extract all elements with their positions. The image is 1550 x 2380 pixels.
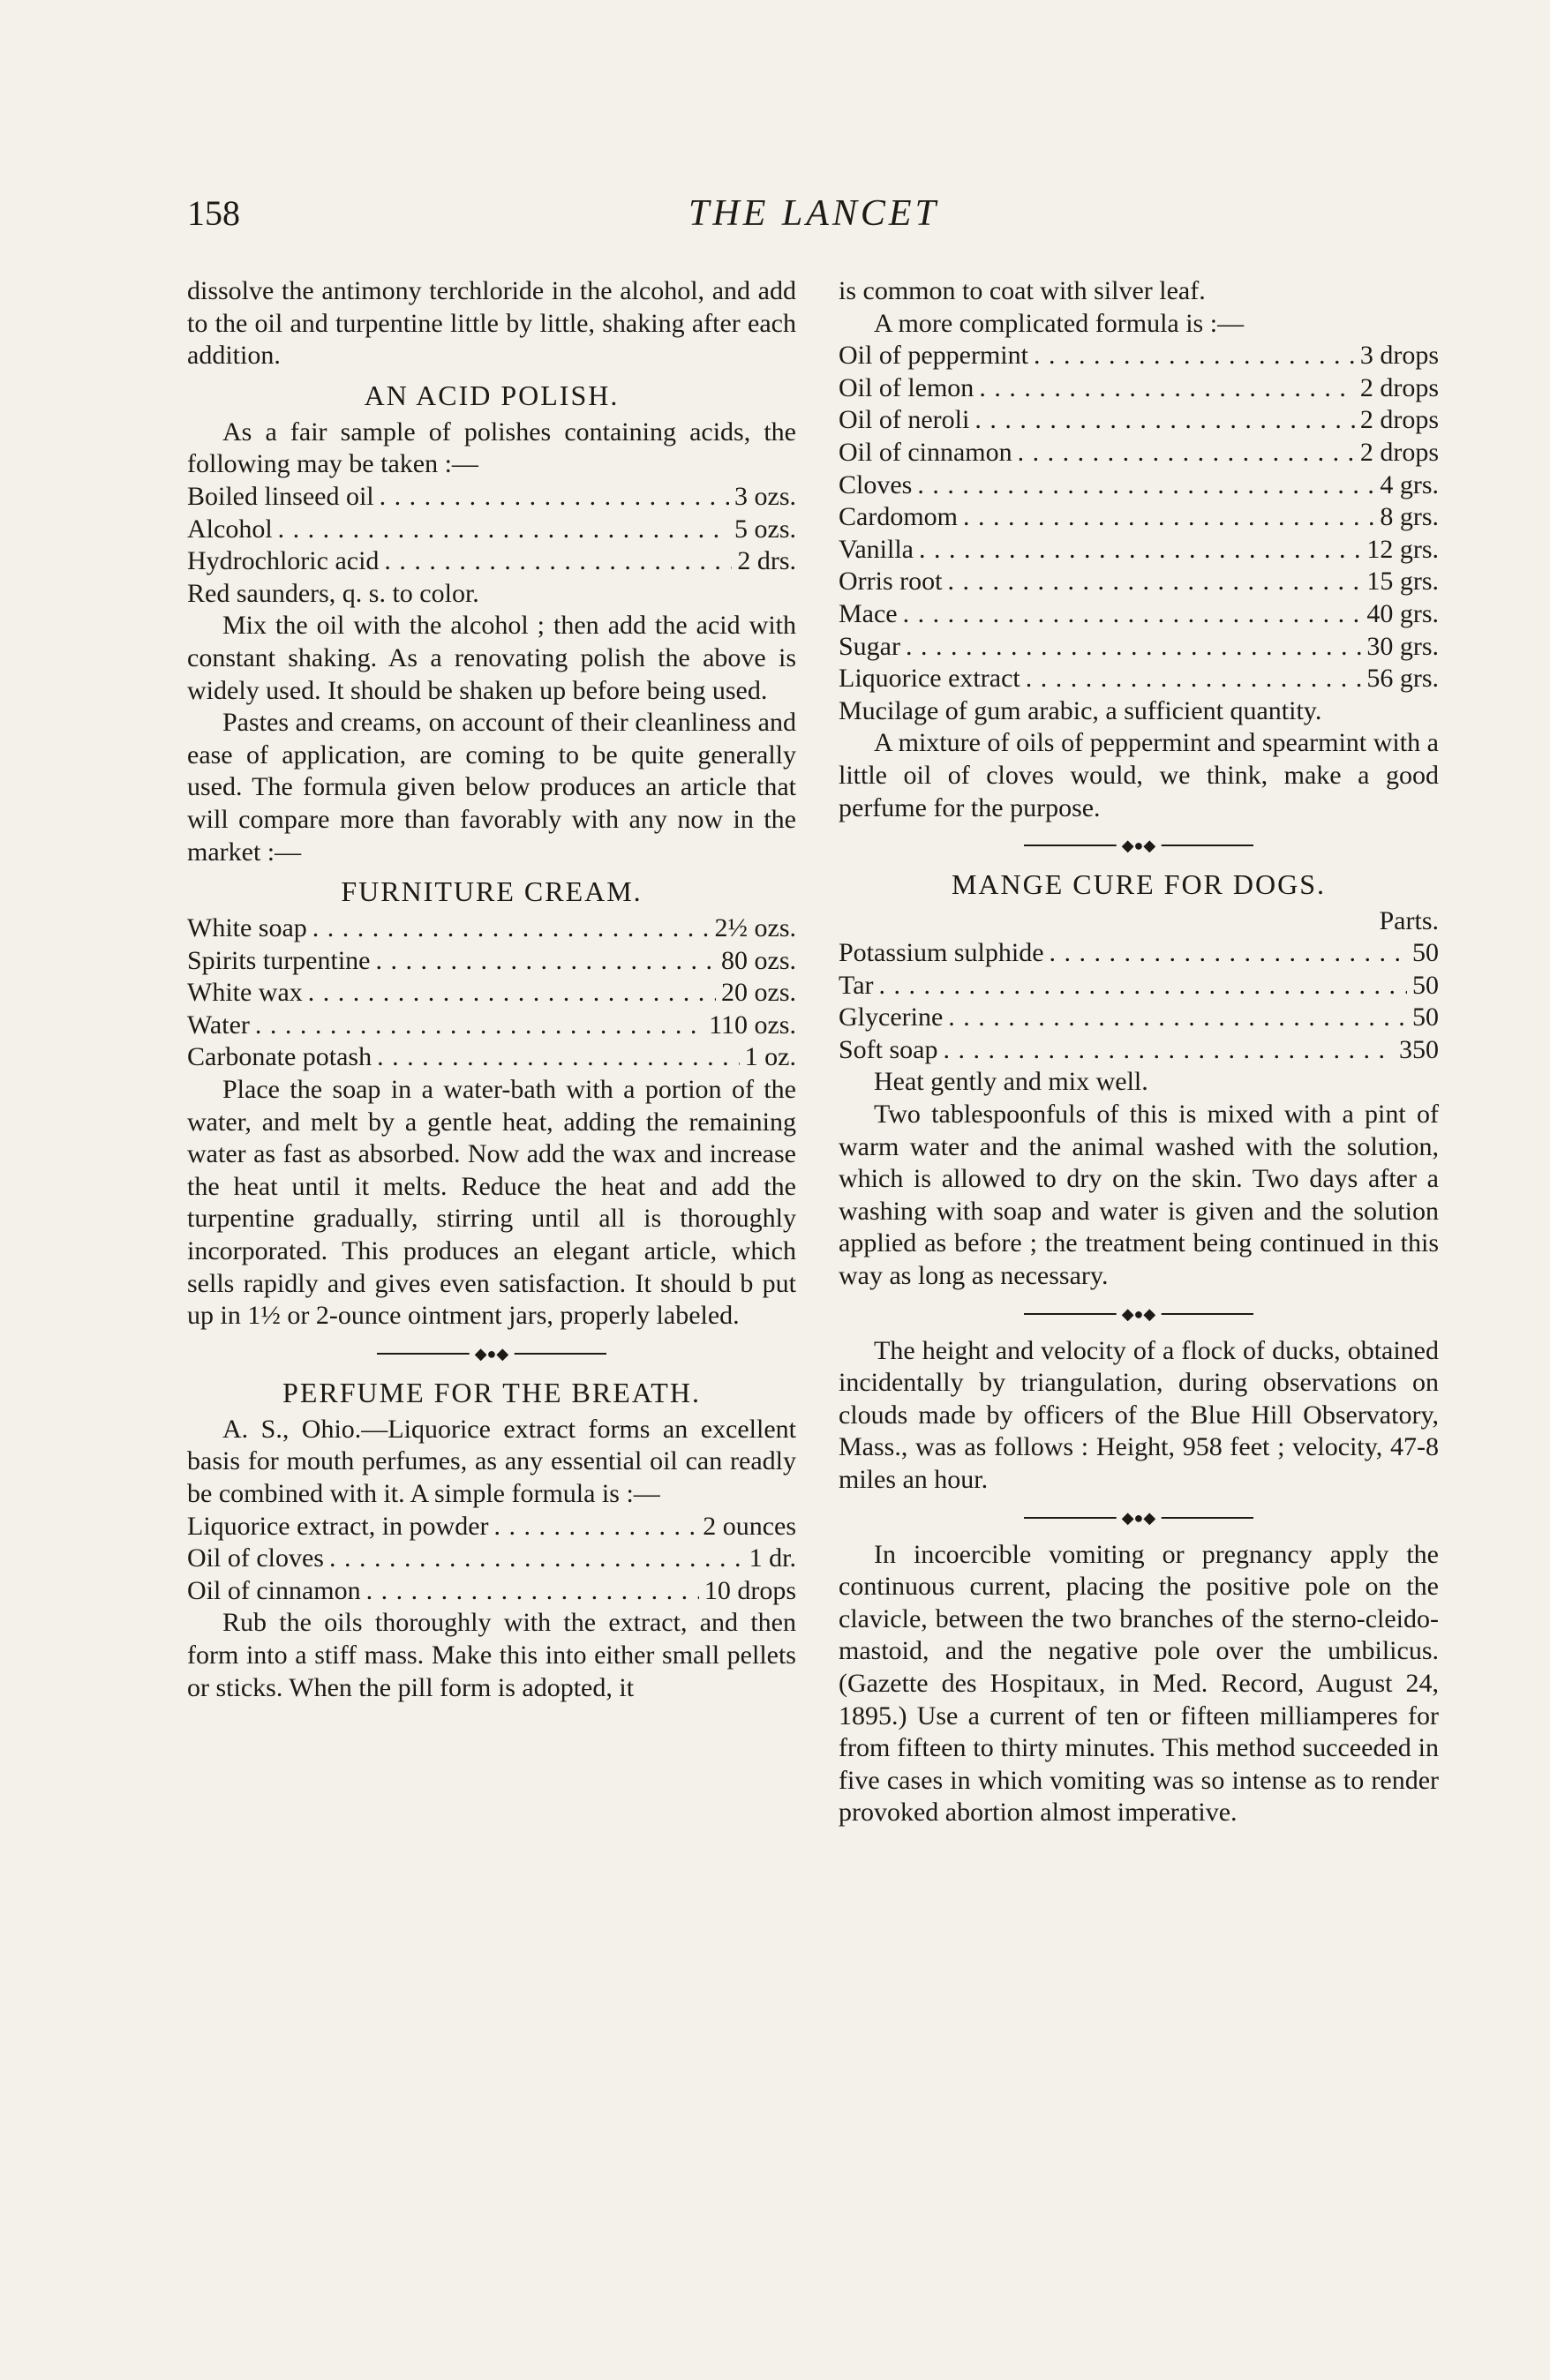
recipe-line: Hydrochloric acid . . . 2 drs. [187, 545, 796, 578]
recipe-line: Tar . . . 50 [839, 970, 1439, 1002]
paragraph: Heat gently and mix well. [874, 1067, 1148, 1097]
recipe-furniture-cream [187, 912, 796, 1074]
paragraph: Two tablespoonfuls of this is mixed with a pint of warm water and the animal washed with the solution, which is allowed to dry on the skin. Two days after a washing with soap and water is given and the solution applied as before ; the treatment being continued in this way as long as necessary. [839, 1100, 1439, 1291]
recipe-line: Oil of lemon . . . 2 drops [839, 372, 1439, 405]
recipe-line: Soft soap . . . 350 [839, 1034, 1439, 1067]
parts-label: Parts. [1379, 906, 1439, 936]
paragraph: The height and velocity of a flock of ducks, obtained incidentally by triangulation, during observations on clouds made by officers of the Blue Hill Observatory, Mass., was as follows : Height, 958 feet ; velocity, 47-8 miles an hour. [839, 1335, 1439, 1494]
recipe-breath [187, 1511, 796, 1608]
recipe-line: Oil of peppermint . . . 3 drops [839, 340, 1439, 372]
paragraph: A more complicated formula is :— [874, 308, 1245, 338]
recipe-line: Orris root . . . 15 grs. [839, 566, 1439, 598]
recipe-line: White wax . . . 20 ozs. [187, 977, 796, 1010]
paragraph: A. S., Ohio.—Liquorice extract forms an excellent basis for mouth perfumes, as any essential oil can readly be combined with it. A simple formula is :— [187, 1414, 796, 1508]
section-divider: ◆●◆ [1024, 1509, 1253, 1527]
section-divider: ◆●◆ [1024, 837, 1253, 854]
recipe-line: Alcohol . . . 5 ozs. [187, 514, 796, 546]
recipe-line: Liquorice extract, in powder . . . 2 ounces [187, 1511, 796, 1543]
page-number: 158 [187, 193, 240, 233]
recipe-line: Mace . . . 40 grs. [839, 598, 1439, 631]
recipe-line: Oil of cloves . . . 1 dr. [187, 1543, 796, 1575]
recipe-line: Potassium sulphide . . . 50 [839, 937, 1439, 970]
section-divider: ◆●◆ [377, 1345, 606, 1363]
page-header [187, 192, 1441, 245]
section-divider: ◆●◆ [1024, 1305, 1253, 1323]
recipe-line: Sugar . . . 30 grs. [839, 631, 1439, 664]
right-column [839, 275, 1439, 1829]
paragraph: Pastes and creams, on account of their cleanliness and ease of application, are coming to be quite generally used. The formula given below produces an article that will compare more than favorably with any now in the market :— [187, 708, 796, 867]
paragraph: is common to coat with silver leaf. [839, 276, 1206, 305]
recipe-line: Boiled linseed oil . . . 3 ozs. [187, 481, 796, 514]
recipe-note: Mucilage of gum arabic, a sufficient quantity. [839, 695, 1322, 725]
recipe-line: Carbonate potash . . . 1 oz. [187, 1041, 796, 1074]
section-title-acid-polish: AN ACID POLISH. [364, 379, 620, 411]
recipe-mange-cure [839, 937, 1439, 1066]
left-column [187, 275, 796, 1704]
recipe-line: White soap . . . 2½ ozs. [187, 912, 796, 945]
recipe-line: Liquorice extract . . . 56 grs. [839, 663, 1439, 695]
paragraph: As a fair sample of polishes containing acids, the following may be taken :— [187, 417, 796, 479]
running-title: THE LANCET [688, 193, 939, 234]
recipe-line: Water . . . 110 ozs. [187, 1010, 796, 1042]
section-title-furniture-cream: FURNITURE CREAM. [341, 875, 643, 908]
recipe-breath-complex [839, 340, 1439, 695]
recipe-line: Oil of cinnamon . . . 10 drops [187, 1575, 796, 1608]
recipe-line: Vanilla . . . 12 grs. [839, 534, 1439, 567]
recipe-acid-polish [187, 481, 796, 610]
recipe-line: Cardomom . . . 8 grs. [839, 501, 1439, 534]
paragraph: In incoercible vomiting or pregnancy apply the continuous current, placing the positive pole on the clavicle, between the two branches of the sterno-cleido-mastoid, and the negative pole over the umbilicus. (Gazette des Hospitaux, in Med. Record, August 24, 1895.) Use a current of ten or fifteen milliamperes for from fifteen to thirty minutes. This method succeeded in five cases in which vomiting was so intense as to render provoked abortion almost imperative. [839, 1539, 1439, 1828]
recipe-line: Cloves . . . 4 grs. [839, 469, 1439, 502]
recipe-line: Spirits turpentine . . . 80 ozs. [187, 945, 796, 978]
recipe-line: Glycerine . . . 50 [839, 1002, 1439, 1034]
paragraph: Rub the oils thoroughly with the extract, and then form into a stiff mass. Make this into either small pellets or sticks. When the pill form is adopted, it [187, 1608, 796, 1702]
recipe-line: Oil of neroli . . . 2 drops [839, 404, 1439, 437]
recipe-line: Oil of cinnamon . . . 2 drops [839, 437, 1439, 469]
section-title-mange-cure: MANGE CURE FOR DOGS. [951, 868, 1327, 901]
paragraph: dissolve the antimony terchloride in the alcohol, and add to the oil and turpentine little by little, shaking after each addition. [187, 276, 796, 371]
paragraph: Place the soap in a water-bath with a portion of the water, and melt by a gentle heat, adding the remaining water as fast as absorbed. Now add the wax and increase the heat until it melts. Reduce the heat and add the turpentine gradually, stirring until all is thoroughly incorporated. This produces an elegant article, which sells rapidly and gives even satisfaction. It should b put up in 1½ or 2-ounce ointment jars, properly labeled. [187, 1075, 796, 1331]
paragraph: A mixture of oils of peppermint and spearmint with a little oil of cloves would, we think, make a good perfume for the purpose. [839, 728, 1439, 822]
paragraph: Mix the oil with the alcohol ; then add the acid with constant shaking. As a renovating polish the above is widely used. It should be shaken up before being used. [187, 611, 796, 705]
recipe-line: Red saunders, q. s. to color. [187, 578, 479, 608]
section-title-perfume-breath: PERFUME FOR THE BREATH. [282, 1376, 701, 1408]
